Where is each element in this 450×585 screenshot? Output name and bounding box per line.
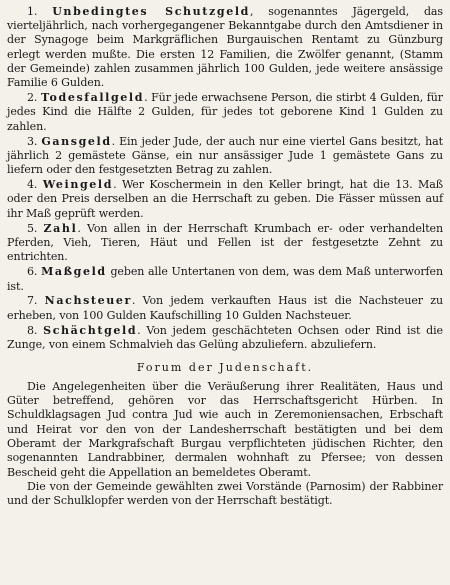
paragraph-number: 6. [27, 265, 38, 279]
paragraph-lead: Todesfallgeld [40, 91, 145, 105]
paragraph-number: 7. [27, 294, 38, 308]
paragraph-6 [7, 265, 443, 294]
paragraph-text: . Von jedem geschächteten Ochsen oder Rind ist die Zunge, von einem Schmalvieh das Gelüng abzuliefern. abzuliefern. [7, 323, 443, 351]
paragraph-number: 8. [27, 323, 38, 337]
closing-paragraph-1: Die Angelegenheiten über die Veräußerung ihrer Realitäten, Haus und Güter betreffend, gehören vor das Herrschaftsgericht Hürben. In Schuldklagsagen Jud contra Jud wie auch in Zeremoniensachen, Erbschaft und Heirat vor den von der Landesherrschaft bestätigten und bei dem Oberamt der Markgrafschaft Burgau verpflichteten jüdischen Richter, den sogenannten Landrabbiner, dermalen wohnhaft zu Pfersee; von dessen Bescheid geht die Appellation an bemeldetes Oberamt. [7, 379, 443, 479]
paragraph-text: . Wer Koschermein in den Keller bringt, hat die 13. Maß oder den Preis derselben an die Herrschaft zu geben. Die Fässer müssen auf ihr Maß geprüft werden. [7, 178, 443, 220]
paragraph-lead: Unbedingtes Schutzgeld [52, 4, 250, 18]
paragraph-lead: Weingeld [42, 178, 114, 192]
paragraph-lead: Nachsteuer [44, 294, 132, 308]
paragraph-number: 2. [27, 91, 38, 105]
paragraph-text: . Ein jeder Jude, der auch nur eine viertel Gans besitzt, hat jährlich 2 gemästete Gänse, ein nur ansässiger Jude 1 gemästete Gans zu liefern oder den festgesetzten Betrag zu zahlen. [7, 134, 443, 177]
paragraph-4 [7, 178, 443, 221]
paragraph-lead: Schächtgeld [43, 323, 138, 337]
paragraph-lead: Maßgeld [41, 265, 107, 279]
paragraph-text: . Von jedem verkauften Haus ist die Nachsteuer zu erheben, von 100 Gulden Kaufschilling 10 Gulden Nachsteuer. [7, 294, 443, 322]
paragraph-number: 4. [27, 178, 38, 192]
paragraph-8 [7, 324, 443, 353]
paragraph-number: 5. [27, 221, 38, 235]
paragraph-text: . Von allen in der Herrschaft Krumbach er- oder verhandelten Pferden, Vieh, Tieren, Häut und Fellen ist der festgesetzte Zehnt zu entrichten. [7, 221, 443, 264]
paragraph-5 [7, 222, 443, 265]
paragraph-1 [7, 5, 443, 91]
paragraph-2 [7, 91, 443, 134]
paragraph-text: geben alle Untertanen von dem, was dem Maß unterworfen ist. [7, 265, 443, 293]
paragraph-number: 3. [27, 134, 38, 148]
paragraph-3 [7, 135, 443, 178]
paragraph-text: , sogenanntes Jägergeld, das vierteljährlich, nach vorhergegangener Bekanntgabe durch den Amtsdiener in der Synagoge beim Markgräflichen Burgauischen Rentamt zu Günzburg erlegt werden mußte. Die ersten 12 Familien, die Zwölfer genannt, (Stamm der Gemeinde) zahlen zusammen jährlich 100 Gulden, jede weitere ansässige Familie 6 Gulden. [7, 4, 443, 90]
paragraph-number: 1. [27, 4, 38, 18]
closing-paragraph-2: Die von der Gemeinde gewählten zwei Vorstände (Parnosim) der Rabbiner und der Schulklopfer werden von der Herrschaft bestätigt. [7, 480, 443, 508]
paragraph-7 [7, 294, 443, 323]
paragraph-lead: Gansgeld [41, 134, 112, 148]
paragraph-lead: Zahl [43, 221, 78, 235]
paragraph-text: . Für jede erwachsene Person, die stirbt 4 Gulden, für jedes Kind die Hälfte 2 Gulden, für jedes tot geborene Kind 1 Gulden zu zahlen. [7, 91, 443, 133]
section-heading: Forum der Judenschaft. [136, 361, 314, 375]
